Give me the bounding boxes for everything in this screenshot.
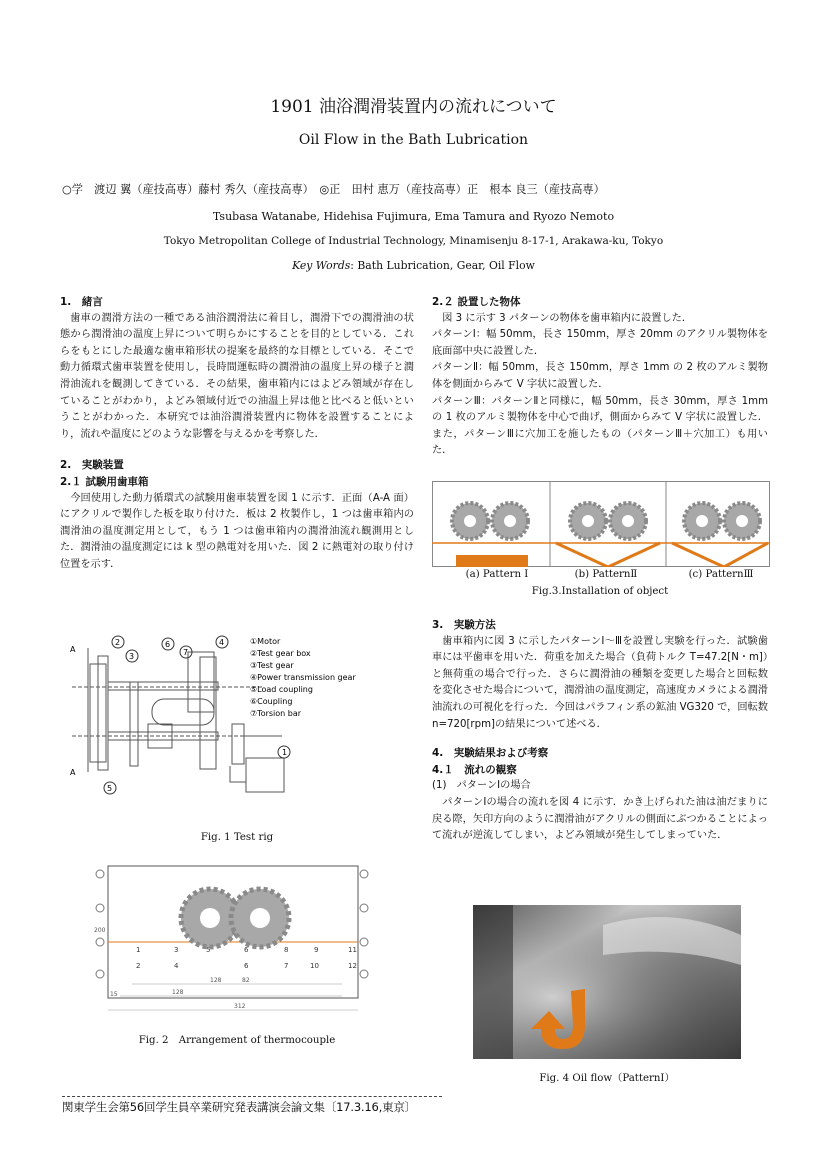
section-2-heading: 2. 実験装置 xyxy=(60,459,124,472)
fig2-thermocouple-diagram xyxy=(92,862,374,1018)
fig2-caption: Fig. 2 Arrangement of thermocouple xyxy=(138,1035,336,1046)
fig2-dim-82: 82 xyxy=(242,977,250,984)
fig1-legend-2: ②Test gear box xyxy=(250,649,311,658)
fig3-subcaption-b: (b) PatternⅡ xyxy=(574,569,638,580)
fig2-tc-10: 10 xyxy=(310,962,319,970)
fig1-label-a-top: A xyxy=(70,645,76,654)
fig2-tc-6a: 6 xyxy=(244,946,249,954)
fig2-tc-3: 3 xyxy=(174,946,179,954)
left-column-text xyxy=(60,294,414,574)
fig2-dim-128a: 128 xyxy=(210,977,222,984)
fig2-tc-12: 12 xyxy=(348,962,357,970)
section-2-1-body: 今回使用した動力循環式の試験用歯車装置を図 1 に示す．正面（A-A 面）にアクリルで製作した板を取り付けた．板は 2 枚製作し，1 つは歯車箱内の潤滑油の温度測定用として，もう 1 つは歯車箱内の潤滑油流れ観測用とした．潤滑油の温度測定には k 型の熱電対を用いた．図 2 に熱電対の取り付け位置を示す． xyxy=(60,492,414,570)
fig1-callout-6: 6 xyxy=(165,640,171,649)
section-1-heading: 1. 緒言 xyxy=(60,296,103,308)
fig1-legend-3: ③Test gear xyxy=(250,661,294,670)
fig2-gear-left xyxy=(181,889,239,947)
fig3-caption: Fig.3.Installation of object xyxy=(531,586,669,597)
fig1-legend-7: ⑦Torsion bar xyxy=(250,709,302,718)
section-4-heading: 4. 実験結果および考察 xyxy=(432,747,549,760)
paper-english-title: Oil Flow in the Bath Lubrication xyxy=(298,132,529,148)
fig3-subcaption-a: (a) Pattern Ⅰ xyxy=(465,569,529,580)
section-4-1-body: パターンⅠの場合の流れを図 4 に示す．かき上げられた油は油だまりに戻る際，矢印方向のように潤滑油がアクリルの側面にぶつかることによって流れが逆流してしまい，よどみ領域が発生してしまっていた． xyxy=(432,796,768,842)
fig1-test-rig-diagram xyxy=(64,632,414,802)
section-1-body: 歯車の潤滑方法の一種である油浴潤滑法に着目し，潤滑下での潤滑油の状態から潤滑油の温度上昇について明らかにすることを目的としている．これらをもとにした最適な歯車箱形状の提案を最終的な目標としている．そこで動力循環式歯車装置を使用し，長時間運転時の潤滑油の温度上昇の様子と潤滑油流れを観測してきている．その結果，歯車箱内にはよどみ領域が存在していることがわかり，よどみ領域付近での油温上昇は他と比べると低いということがわかった．本研究では油浴潤滑装置内に物体を設置することにより，流れや温度にどのような影響を与えるかを考察した． xyxy=(60,312,414,440)
fig2-tc-7: 7 xyxy=(284,962,289,970)
english-author-list: Tsubasa Watanabe, Hidehisa Fujimura, Ema Tamura and Ryozo Nemoto xyxy=(212,210,615,223)
fig2-tc-1: 1 xyxy=(136,946,141,954)
fig2-tc-4: 4 xyxy=(174,962,179,970)
pattern-2-description: パターンⅡ：幅 50mm，長さ 150mm，厚さ 1mm の 2 枚のアルミ製物体を側面からみて V 字状に設置した． xyxy=(432,362,768,390)
fig1-callout-5: 5 xyxy=(107,784,113,793)
fig4-oil-flow-photo xyxy=(473,905,741,1059)
fig2-gear-right xyxy=(231,889,289,947)
affiliation: Tokyo Metropolitan College of Industrial Technology, Minamisenju 8-17-1, Arakawa-ku, Tokyo xyxy=(163,235,664,247)
fig2-dim-128b: 128 xyxy=(172,989,184,996)
fig1-callout-2: 2 xyxy=(115,638,121,647)
fig1-legend-5: ⑤Load coupling xyxy=(250,685,313,694)
keywords-text: : Bath Lubrication, Gear, Oil Flow xyxy=(350,259,535,272)
section-2-2-heading: 2.２ 設置した物体 xyxy=(432,296,521,308)
section-4-1-heading: 4.１ 流れの観察 xyxy=(432,763,517,776)
proceedings-footer: 関東学生会第56回学生員卒業研究発表講演会論文集〔17.3.16,東京〕 xyxy=(62,1096,442,1115)
fig1-legend-1: ①Motor xyxy=(250,637,281,646)
section-3-heading: 3. 実験方法 xyxy=(432,619,496,631)
fig1-legend-4: ④Power transmission gear xyxy=(250,673,356,682)
section-4-1-subheading: (1) パターンⅠの場合 xyxy=(432,780,531,792)
pattern-3-description: パターンⅢ：パターンⅡと同様に，幅 50mm，長さ 30mm，厚さ 1mm の 1 枚のアルミ製物体を中心で曲げ，側面からみて V 字状に設置した．また，パターンⅢに穴加工を施したもの（パターンⅢ＋穴加工）も用いた． xyxy=(432,395,768,457)
fig1-callout-1: 1 xyxy=(282,748,288,757)
right-column-sections-3-4 xyxy=(432,617,768,845)
paper-title: 1901 油浴潤滑装置内の流れについて xyxy=(270,97,557,117)
fig2-dim-200: 200 xyxy=(94,927,106,934)
fig1-label-a-bottom: A xyxy=(70,768,76,777)
fig3-object-patterns xyxy=(432,481,770,567)
section-2-2-intro: 図 3 に示す 3 パターンの物体を歯車箱内に設置した． xyxy=(442,312,693,324)
section-2-1-heading: 2.１ 試験用歯車箱 xyxy=(60,475,149,488)
section-3-body: 歯車箱内に図 3 に示したパターンⅠ～Ⅲを設置し実験を行った．試験歯車には平歯車を用いた．荷重を加えた場合（負荷トルク T=47.2[N・m]）と無荷重の場合で行った．さらに潤滑油の種類を変更した場合と回転数を変化させた場合について，潤滑油の温度測定，高速度カメラによる潤滑油流れの可視化を行った．今回はパラフィン系の鉱油 VG320 で，回転数 n=720[rpm]の結果について述べる． xyxy=(432,635,768,730)
fig2-dim-15: 15 xyxy=(110,991,118,998)
fig1-caption: Fig. 1 Test rig xyxy=(200,832,274,843)
fig2-tc-9: 9 xyxy=(314,946,319,954)
pattern-1-description: パターンⅠ：幅 50mm，長さ 150mm，厚さ 20mm のアクリル製物体を底面部中央に設置した． xyxy=(432,329,768,357)
keywords xyxy=(0,259,827,272)
author-list: ○学 渡辺 翼（産技高専）藤村 秀久（産技高専） ◎正 田村 恵万（産技高専）正 根本 良三（産技高専） xyxy=(62,183,605,196)
fig2-tc-11: 11 xyxy=(348,946,357,954)
fig2-tc-2: 2 xyxy=(136,962,141,970)
right-column-section-2-2 xyxy=(432,294,768,460)
fig1-callout-7: 7 xyxy=(183,648,189,657)
fig3-subcaption-c: (c) PatternⅢ xyxy=(688,569,754,580)
fig1-callout-3: 3 xyxy=(129,652,135,661)
pattern-1-object xyxy=(456,555,528,567)
fig4-caption: Fig. 4 Oil flow（PatternⅠ） xyxy=(539,1073,675,1084)
fig1-legend-6: ⑥Coupling xyxy=(250,697,293,706)
pattern-2-object xyxy=(556,543,660,567)
fig2-tc-5: 5 xyxy=(206,946,211,954)
fig2-dim-312: 312 xyxy=(234,1003,246,1010)
pattern-3-object xyxy=(672,543,768,567)
fig2-tc-6b: 6 xyxy=(244,962,249,970)
keywords-label: Key Words xyxy=(292,259,351,272)
fig1-callout-4: 4 xyxy=(219,638,225,647)
fig2-tc-8: 8 xyxy=(284,946,289,954)
